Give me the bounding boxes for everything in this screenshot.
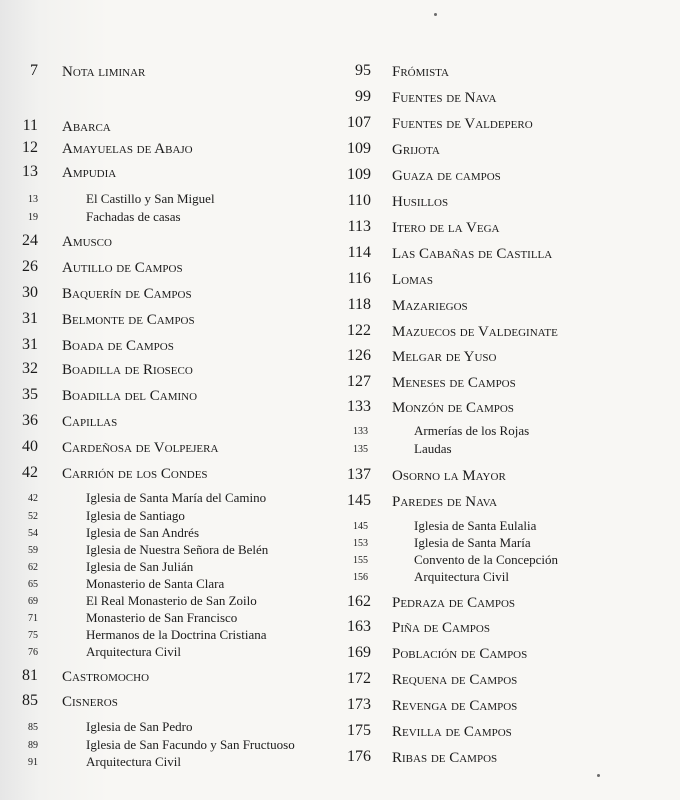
- toc-entry-title: Monzón de Campos: [392, 400, 514, 416]
- toc-entry[interactable]: [340, 593, 680, 613]
- toc-page-number: 95: [355, 62, 371, 79]
- toc-entry-title: Población de Campos: [392, 646, 528, 662]
- toc-page-number: 91: [28, 757, 38, 768]
- toc-page-number: 110: [347, 192, 371, 209]
- toc-subentry-title: Iglesia de Santa María: [414, 535, 531, 550]
- toc-entry-title: Autillo de Campos: [62, 260, 183, 276]
- toc-subentry[interactable]: [0, 718, 340, 738]
- toc-subentry[interactable]: [0, 643, 340, 663]
- toc-entry-title: Meneses de Campos: [392, 375, 516, 391]
- toc-subentry-title: Arquitectura Civil: [86, 644, 181, 659]
- toc-entry[interactable]: [0, 360, 340, 380]
- toc-entry-title: Revenga de Campos: [392, 698, 518, 714]
- toc-page-number: 127: [347, 373, 371, 390]
- toc-entry-title: Belmonte de Campos: [62, 312, 195, 328]
- toc-entry[interactable]: [340, 644, 680, 664]
- toc-entry[interactable]: [0, 386, 340, 406]
- toc-subentry-title: El Castillo y San Miguel: [86, 191, 215, 206]
- toc-page-number: 24: [22, 232, 38, 249]
- toc-page-number: 155: [353, 555, 368, 566]
- toc-entry[interactable]: [340, 373, 680, 393]
- toc-entry-title: Baquerín de Campos: [62, 286, 192, 302]
- toc-entry[interactable]: [340, 88, 680, 108]
- toc-subentry[interactable]: [0, 753, 340, 773]
- toc-entry-title: Cardeñosa de Volpejera: [62, 440, 219, 456]
- toc-entry-title: Frómista: [392, 64, 449, 80]
- toc-page-number: 137: [347, 466, 371, 483]
- toc-subentry[interactable]: [0, 208, 340, 228]
- toc-page-number: 13: [22, 163, 38, 180]
- toc-entry-title: Fuentes de Valdepero: [392, 116, 533, 132]
- toc-page-number: 85: [22, 692, 38, 709]
- toc-subentry-title: Arquitectura Civil: [414, 569, 509, 584]
- toc-subentry[interactable]: [0, 190, 340, 210]
- toc-page-number: 114: [347, 244, 371, 261]
- toc-entry-title: Boadilla del Camino: [62, 388, 198, 404]
- toc-page-number: 173: [347, 696, 371, 713]
- toc-page-number: 109: [347, 166, 371, 183]
- toc-entry-title: Mazariegos: [392, 298, 468, 314]
- toc-subentry-title: Iglesia de Santiago: [86, 508, 185, 523]
- toc-entry[interactable]: [340, 62, 680, 82]
- toc-entry-title: Husillos: [392, 194, 449, 210]
- toc-entry[interactable]: [340, 296, 680, 316]
- toc-entry-title: Abarca: [62, 119, 111, 135]
- toc-page-number: 109: [347, 140, 371, 157]
- toc-page-number: 133: [347, 398, 371, 415]
- toc-page-number: 42: [28, 493, 38, 504]
- toc-page-number: 69: [28, 596, 38, 607]
- toc-subentry-title: Monasterio de Santa Clara: [86, 576, 225, 591]
- toc-subentry[interactable]: [340, 440, 680, 460]
- toc-subentry-title: Arquitectura Civil: [86, 754, 181, 769]
- toc-entry[interactable]: [0, 310, 340, 330]
- toc-entry[interactable]: [340, 244, 680, 264]
- toc-entry[interactable]: [0, 232, 340, 252]
- toc-page-number: 31: [22, 310, 38, 327]
- toc-entry[interactable]: [340, 270, 680, 290]
- toc-page-number: 89: [28, 740, 38, 751]
- toc-page-number: 11: [22, 117, 38, 134]
- toc-page-number: 113: [347, 218, 371, 235]
- toc-page-number: 30: [22, 284, 38, 301]
- toc-entry[interactable]: [0, 139, 340, 159]
- toc-subentry-title: Armerías de los Rojas: [414, 423, 530, 438]
- toc-entry[interactable]: [0, 336, 340, 356]
- toc-entry[interactable]: [340, 618, 680, 638]
- toc-entry-title: Requena de Campos: [392, 672, 518, 688]
- toc-page-number: 12: [22, 139, 38, 156]
- toc-subentry-title: Hermanos de la Doctrina Cristiana: [86, 627, 267, 642]
- toc-page-number: 99: [355, 88, 371, 105]
- toc-entry-title: Amusco: [62, 234, 112, 250]
- toc-entry-title: Osorno la Mayor: [392, 468, 506, 484]
- toc-entry[interactable]: [0, 62, 340, 82]
- toc-subentry-title: Iglesia de Santa Eulalia: [414, 518, 537, 533]
- toc-entry[interactable]: [340, 398, 680, 418]
- toc-entry[interactable]: [340, 322, 680, 342]
- toc-page-number: 7: [30, 62, 38, 79]
- toc-subentry-title: Iglesia de San Julián: [86, 559, 194, 574]
- toc-entry-title: Mazuecos de Valdeginate: [392, 324, 558, 340]
- toc-page-number: 42: [22, 464, 38, 481]
- toc-entry-title: Capillas: [62, 414, 118, 430]
- toc-entry-title: Cisneros: [62, 694, 118, 710]
- toc-entry-title: Piña de Campos: [392, 620, 490, 636]
- toc-entry-title: Guaza de campos: [392, 168, 501, 184]
- toc-page-number: 85: [28, 722, 38, 733]
- toc-entry[interactable]: [340, 166, 680, 186]
- toc-page-number: 162: [347, 593, 371, 610]
- toc-page-number: 13: [28, 194, 38, 205]
- toc-entry-title: Ribas de Campos: [392, 750, 498, 766]
- toc-entry-title: Amayuelas de Abajo: [62, 141, 193, 157]
- toc-subentry-title: Laudas: [414, 441, 452, 456]
- toc-subentry-title: Iglesia de Nuestra Señora de Belén: [86, 542, 269, 557]
- toc-entry-title: Fuentes de Nava: [392, 90, 497, 106]
- toc-entry[interactable]: [340, 696, 680, 716]
- toc-page-number: 81: [22, 667, 38, 684]
- toc-entry-title: Nota liminar: [62, 64, 146, 80]
- toc-page-number: 126: [347, 347, 371, 364]
- toc-page-number: 133: [353, 426, 368, 437]
- toc-entry[interactable]: [0, 117, 340, 137]
- toc-page-number: 54: [28, 528, 38, 539]
- toc-entry[interactable]: [340, 670, 680, 690]
- toc-entry[interactable]: [340, 192, 680, 212]
- speck-mark: [434, 13, 437, 16]
- toc-entry-title: Paredes de Nava: [392, 494, 498, 510]
- toc-entry-title: Boada de Campos: [62, 338, 174, 354]
- toc-entry[interactable]: [340, 347, 680, 367]
- toc-subentry-title: Iglesia de Santa María del Camino: [86, 490, 267, 505]
- toc-page-number: 52: [28, 511, 38, 522]
- toc-page-number: 35: [22, 386, 38, 403]
- toc-entry[interactable]: [340, 722, 680, 742]
- toc-page-number: 26: [22, 258, 38, 275]
- toc-page-number: 135: [353, 444, 368, 455]
- toc-page-number: 62: [28, 562, 38, 573]
- toc-page-number: 32: [22, 360, 38, 377]
- toc-entry-title: Itero de la Vega: [392, 220, 500, 236]
- toc-page-number: 156: [353, 572, 368, 583]
- toc-subentry[interactable]: [0, 489, 340, 509]
- toc-entry[interactable]: [0, 464, 340, 484]
- toc-entry-title: Melgar de Yuso: [392, 349, 497, 365]
- toc-subentry[interactable]: [340, 422, 680, 442]
- toc-entry-title: Castromocho: [62, 669, 150, 685]
- toc-entry-title: Las Cabañas de Castilla: [392, 246, 553, 262]
- toc-entry[interactable]: [340, 114, 680, 134]
- toc-page-number: 176: [347, 748, 371, 765]
- toc-page-number: 75: [28, 630, 38, 641]
- toc-entry-title: Boadilla de Rioseco: [62, 362, 193, 378]
- toc-page-number: 59: [28, 545, 38, 556]
- toc-entry[interactable]: [340, 218, 680, 238]
- toc-page-number: 36: [22, 412, 38, 429]
- toc-page-number: 175: [347, 722, 371, 739]
- toc-entry[interactable]: [340, 140, 680, 160]
- toc-page-number: 31: [22, 336, 38, 353]
- toc-entry[interactable]: [0, 692, 340, 712]
- toc-subentry-title: Fachadas de casas: [86, 209, 181, 224]
- toc-entry[interactable]: [340, 466, 680, 486]
- toc-page-number: 122: [347, 322, 371, 339]
- toc-subentry-title: Iglesia de San Pedro: [86, 719, 193, 734]
- toc-subentry-title: Iglesia de San Andrés: [86, 525, 200, 540]
- toc-page-number: 65: [28, 579, 38, 590]
- toc-page-number: 145: [353, 521, 368, 532]
- toc-entry-title: Carrión de los Condes: [62, 466, 208, 482]
- toc-entry[interactable]: [0, 412, 340, 432]
- toc-page-number: 153: [353, 538, 368, 549]
- toc-subentry-title: Monasterio de San Francisco: [86, 610, 238, 625]
- toc-page-number: 116: [347, 270, 371, 287]
- toc-entry[interactable]: [0, 163, 340, 183]
- toc-entry[interactable]: [0, 438, 340, 458]
- toc-page-number: 172: [347, 670, 371, 687]
- toc-subentry-title: Iglesia de San Facundo y San Fructuoso: [86, 737, 295, 752]
- toc-entry-title: Ampudia: [62, 165, 117, 181]
- toc-entry-title: Pedraza de Campos: [392, 595, 516, 611]
- toc-entry-title: Revilla de Campos: [392, 724, 512, 740]
- toc-page-number: 76: [28, 647, 38, 658]
- toc-entry-title: Grijota: [392, 142, 440, 158]
- toc-page-number: 145: [347, 492, 371, 509]
- toc-entry[interactable]: [0, 258, 340, 278]
- toc-subentry-title: El Real Monasterio de San Zoilo: [86, 593, 257, 608]
- toc-page-number: 163: [347, 618, 371, 635]
- toc-page-number: 19: [28, 212, 38, 223]
- toc-entry[interactable]: [340, 492, 680, 512]
- toc-page-number: 40: [22, 438, 38, 455]
- toc-subentry-title: Convento de la Concepción: [414, 552, 559, 567]
- toc-entry-title: Lomas: [392, 272, 433, 288]
- toc-subentry[interactable]: [340, 568, 680, 588]
- toc-entry[interactable]: [0, 667, 340, 687]
- toc-page-number: 71: [28, 613, 38, 624]
- toc-page-number: 169: [347, 644, 371, 661]
- toc-page-number: 107: [347, 114, 371, 131]
- toc-entry[interactable]: [340, 748, 680, 768]
- toc-entry[interactable]: [0, 284, 340, 304]
- toc-page-number: 118: [347, 296, 371, 313]
- speck-mark: [597, 774, 600, 777]
